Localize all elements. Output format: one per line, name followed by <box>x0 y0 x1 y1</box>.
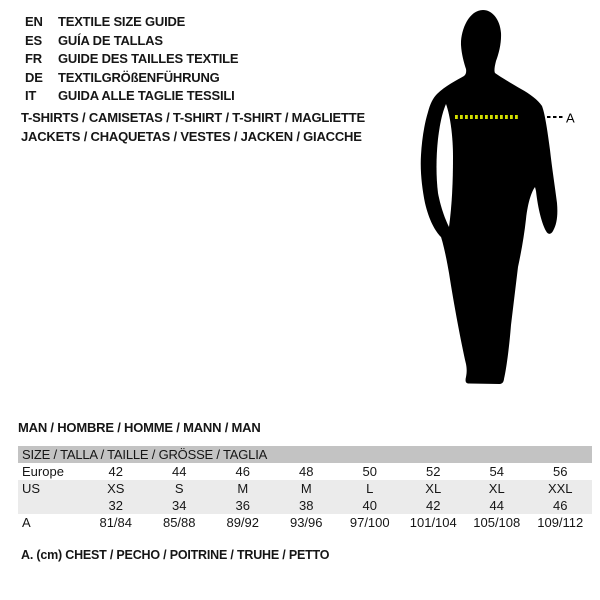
cell: 42 <box>108 464 123 479</box>
cell: 54 <box>489 464 504 479</box>
lang-row-en <box>25 13 238 32</box>
cell: S <box>174 481 184 496</box>
table-row-us-letter <box>18 480 592 497</box>
cell: XL <box>425 481 442 496</box>
category-line-jackets: JACKETS / CHAQUETAS / VESTES / JACKEN / GIACCHE <box>21 129 362 144</box>
cell: M <box>237 481 249 496</box>
table-header: SIZE / TALLA / TAILLE / GRÖSSE / TAGLIA <box>18 446 592 463</box>
lang-row-de <box>25 69 238 88</box>
lang-code: EN <box>25 14 43 29</box>
row-label <box>18 497 84 514</box>
measurement-footnote: A. (cm) CHEST / PECHO / POITRINE / TRUHE / PETTO <box>21 548 330 562</box>
row-label: US <box>22 481 41 496</box>
cell: 38 <box>299 498 314 513</box>
lang-code: IT <box>25 88 37 103</box>
cell: 81/84 <box>99 515 133 530</box>
cell: 105/108 <box>473 515 521 530</box>
man-silhouette-figure <box>395 5 595 390</box>
lang-text: GUIDE DES TAILLES TEXTILE <box>58 51 239 66</box>
lang-code: ES <box>25 32 42 48</box>
lang-text: TEXTILE SIZE GUIDE <box>58 14 186 29</box>
cell: 46 <box>553 498 568 513</box>
cell: 50 <box>362 464 377 479</box>
lang-text: TEXTILGRÖßENFÜHRUNG <box>58 69 220 85</box>
table-row-europe <box>18 463 592 480</box>
language-list <box>25 13 238 106</box>
cell: 52 <box>426 464 441 479</box>
cell: 89/92 <box>226 515 260 530</box>
lang-code: FR <box>25 51 42 66</box>
cell: 97/100 <box>349 515 390 530</box>
cell: 48 <box>299 464 314 479</box>
cell: XXL <box>547 481 573 496</box>
cell: 56 <box>553 464 568 479</box>
cell: XL <box>488 481 505 496</box>
garment-categories <box>21 108 365 146</box>
cell: M <box>300 481 312 496</box>
section-title-man: MAN / HOMBRE / HOMME / MANN / MAN <box>18 420 261 435</box>
lang-row-it <box>25 87 238 106</box>
row-label: A <box>22 515 31 530</box>
category-line-tshirts: T-SHIRTS / CAMISETAS / T-SHIRT / T-SHIRT / MAGLIETTE <box>21 110 365 125</box>
cell: 44 <box>489 498 504 513</box>
cell: 40 <box>362 498 377 513</box>
lang-code: DE <box>25 69 43 85</box>
cell: XS <box>107 481 125 496</box>
lang-row-es <box>25 32 238 51</box>
man-silhouette-svg <box>395 5 595 390</box>
cell: 44 <box>172 464 187 479</box>
table-row-us-numeric <box>18 497 592 514</box>
lang-text: GUIDA ALLE TAGLIE TESSILI <box>58 88 235 103</box>
cell: 36 <box>235 498 250 513</box>
cell: 32 <box>108 498 123 513</box>
row-label: Europe <box>22 464 64 479</box>
table-row-chest-a <box>18 514 592 531</box>
cell: 34 <box>172 498 187 513</box>
cell: 46 <box>235 464 250 479</box>
size-table <box>18 446 592 531</box>
cell: 93/96 <box>289 515 323 530</box>
cell: 101/104 <box>409 515 457 530</box>
cell: 85/88 <box>162 515 196 530</box>
measure-label-a: A <box>566 110 575 126</box>
lang-text: GUÍA DE TALLAS <box>58 32 163 48</box>
cell: 109/112 <box>537 515 584 530</box>
cell: 42 <box>426 498 441 513</box>
lang-row-fr <box>25 50 238 69</box>
cell: L <box>366 481 374 496</box>
